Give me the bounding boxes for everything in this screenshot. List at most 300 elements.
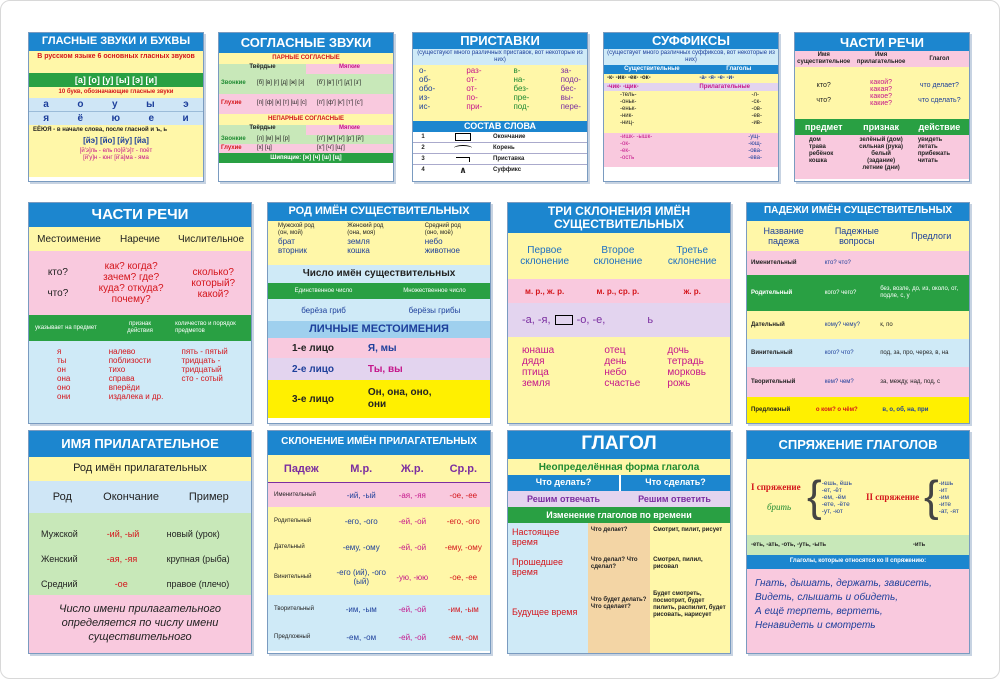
prefix: по- [466, 92, 478, 102]
suffix: -ева- [748, 155, 762, 162]
hissing-row: Шипящие: [ж] [ч] [ш] [щ] [219, 153, 393, 164]
suffix: -ск- [751, 99, 762, 106]
question: что? [816, 97, 831, 104]
pronoun-person-2-values: Ты, вы [367, 363, 403, 375]
adjective-title: ИМЯ ПРИЛАГАТЕЛЬНОЕ [29, 431, 251, 457]
pos-ex1 [795, 137, 852, 179]
decl-ex3 [663, 345, 730, 424]
case-prepositions: без, возле, до, из, около, от, подле, с, у [880, 286, 959, 299]
adj-decl-case: Дательный [274, 543, 305, 550]
example: справа [108, 374, 135, 383]
decl-g2: м. р., ср. р. [596, 286, 640, 296]
singular-label: Единственное число [294, 287, 353, 294]
letter: э [183, 98, 189, 110]
verb-title: ГЛАГОЛ [508, 431, 730, 459]
adj-ending: -ое [114, 578, 128, 589]
adj-decl-m: -ему, -ому [342, 542, 380, 552]
question: который? [191, 277, 236, 289]
ending: -ит [938, 486, 948, 494]
pos-big-e3 [176, 347, 251, 424]
prefixes-subtitle: (существуют много различных приставок, вот некоторые из них) [413, 49, 587, 65]
example: я [57, 347, 62, 356]
voiceless-hard: [п] [ф] [к] [т] [ш] [с] [257, 100, 307, 107]
cases-h2: Падежные вопросы [834, 226, 879, 246]
declension-title: ТРИ СКЛОНЕНИЯ ИМЁН СУЩЕСТВИТЕЛЬНЫХ [508, 203, 730, 233]
prefix: об- [419, 74, 431, 84]
case-name: Родительный [751, 289, 793, 296]
prefix-col-1 [419, 66, 435, 120]
structure-num: 3 [421, 155, 425, 162]
case-row [747, 311, 969, 339]
suffix: -ющ- [748, 141, 762, 148]
cases-card [746, 202, 970, 424]
verb-t2q: Что делал? Что сделал? [590, 557, 638, 570]
case-name: Предложный [751, 406, 791, 413]
example: счастье [604, 378, 641, 389]
adj-decl-n: -его, -ого [446, 516, 480, 526]
case-name: Винительный [751, 349, 793, 356]
example: она [57, 374, 71, 383]
verb-card [507, 430, 731, 654]
adj-gender: Мужской [41, 528, 78, 539]
verb-t1: Настоящее время [512, 527, 560, 547]
adj-suffix-head: Прилагательные [699, 83, 750, 90]
suffix: -оньк- [620, 99, 637, 106]
adj-decl-h2: Ж.р. [400, 462, 424, 475]
adj-decl-title: СКЛОНЕНИЕ ИМЁН ПРИЛАГАТЕЛЬНЫХ [268, 431, 490, 455]
adj-decl-f: -ей, -ой [398, 632, 427, 642]
pronoun-person-3-values: Он, она, оно, они [367, 387, 432, 410]
soft-label: Мягкие [306, 64, 393, 74]
brace-icon: { [924, 472, 939, 521]
conj-exceptions-title: Глаголы, которые относятся ко II спряжению: [747, 555, 969, 569]
adj-decl-f: -ей, -ой [398, 604, 427, 614]
prefix: от- [466, 74, 477, 84]
pos-q2 [852, 79, 909, 107]
verb-t3q: Что будет делать? Что сделает? [590, 597, 647, 610]
verb-ex2: Решим ответить [638, 494, 711, 504]
letter: е [148, 112, 155, 124]
prefix-col-4 [561, 66, 581, 120]
cases-h3: Предлоги [911, 231, 952, 241]
adj-example: правое (плечо) [166, 578, 230, 589]
vowels-letters-note: 10 букв, обозначающие гласные звуки [29, 87, 203, 98]
structure-num: 4 [421, 167, 425, 174]
pos-ex3 [910, 137, 969, 179]
case-question: кому? чему? [824, 321, 860, 328]
pos-ex2 [852, 137, 909, 179]
example: сильная (рука) [859, 143, 904, 150]
pos-label: признак [863, 122, 900, 132]
case-question: кого? чего? [824, 289, 857, 296]
structure-num: 1 [421, 133, 425, 140]
question: сколько? [192, 266, 234, 278]
vowels-examples: [й'э]ль - ель по[й'э]т - поёт [79, 147, 153, 154]
consonants-title: СОГЛАСНЫЕ ЗВУКИ [219, 33, 393, 53]
structure-name: Приставка [493, 155, 525, 162]
structure-name: Корень [493, 144, 515, 151]
question: какое? [870, 93, 893, 100]
suffix-icon: ∧ [459, 165, 467, 176]
example: тетрадь [667, 356, 704, 367]
gender-label: Женский род [347, 223, 384, 229]
prefix: в- [513, 65, 521, 75]
example: дом [809, 137, 821, 143]
conj-1-word: брить [767, 502, 792, 512]
example: ребёнок [809, 150, 834, 157]
noun-suffix-row: -к- -ик- -ек- -ок- [607, 74, 651, 81]
structure-row-3 [413, 154, 587, 165]
ending-box-icon [555, 315, 573, 325]
conj-2-label: II спряжение [866, 492, 920, 502]
conj-card [746, 430, 970, 654]
example: птица [522, 367, 549, 378]
ending: -ут, -ют [821, 507, 843, 515]
ending: -ишь [938, 479, 954, 487]
gender-example: брат [278, 236, 295, 246]
verb-t2: Прошедшее время [512, 557, 563, 577]
suffix: -ова- [748, 148, 762, 155]
decl-ex2 [592, 345, 663, 424]
example: тридцатый [181, 365, 222, 374]
prefix: о- [419, 65, 427, 75]
decl-end1: -а, -я, [522, 314, 551, 326]
prefix: пре- [513, 92, 530, 102]
ending: -ешь, ёшь [821, 479, 852, 487]
letter: о [77, 98, 84, 110]
gender-label: Мужской род [278, 223, 315, 229]
verb-suffix-row: -а- -я- -е- -и- [699, 74, 735, 81]
suffix: -ник- [620, 113, 634, 120]
adj-decl-case: Творительный [274, 605, 314, 612]
case-question: кого? что? [824, 349, 854, 356]
conj-title: СПРЯЖЕНИЕ ГЛАГОЛОВ [747, 431, 969, 459]
suffix: -ишк- -ышк- [620, 134, 653, 141]
adj-decl-f: -ая, -яя [398, 490, 426, 500]
decl-end3: ь [647, 314, 654, 326]
prefix: бес- [560, 83, 577, 93]
pos-small-card [794, 32, 970, 182]
structure-name: Окончание [493, 133, 526, 140]
adj-ending: -ая, -яя [106, 553, 138, 564]
case-prepositions: за, между, над, под, с [880, 378, 941, 385]
suffix: -ов- [751, 106, 762, 113]
unpaired-hard-label: Твёрдые [219, 125, 306, 135]
pos-big-card [28, 202, 252, 424]
prefix: при- [466, 101, 483, 111]
pronoun-person-1-values: Я, мы [367, 342, 397, 354]
adj-decl-m: -им, -ым [345, 604, 377, 614]
case-row [747, 339, 969, 367]
gender-example: животное [424, 245, 460, 255]
decl-g1: м. р., ж. р. [525, 286, 565, 296]
decl-h1: Первое склонение [520, 245, 569, 267]
example: тихо [108, 365, 126, 374]
pos-label: действие [918, 122, 961, 132]
adj-decl-case: Предложный [274, 633, 311, 640]
adj-decl-n: -им, -ым [447, 604, 479, 614]
adj-example: новый (урок) [166, 528, 220, 539]
cases-h1: Название падежа [763, 226, 804, 246]
consonants-card [218, 32, 394, 182]
example: оно [57, 383, 71, 392]
verb-t2x: Смотрел, пилил, рисовал [653, 557, 703, 570]
question: что сделать? [918, 97, 961, 104]
verb-t1q: Что делает? [590, 527, 628, 533]
unpaired-title: НЕПАРНЫЕ СОГЛАСНЫЕ [219, 114, 393, 125]
exception-line: Ненавидеть и смотреть [755, 620, 876, 631]
decl-h2: Второе склонение [593, 245, 643, 267]
adj-decl-m: -его, -ого [344, 516, 378, 526]
exception-line: А ещё терпеть, вертеть, [755, 606, 883, 617]
adj-decl-row [268, 559, 490, 595]
adj-decl-n: -ое, -ее [449, 490, 478, 500]
suffixes-subtitle: (существует много различных суффиксов, вот некоторые из них) [604, 49, 778, 65]
voiceless-unpaired: [х] [ц] [257, 144, 272, 151]
gender-pron: (он, мой) [278, 229, 303, 236]
adj-decl-case: Именительный [274, 491, 316, 498]
adj-ending: -ий, -ый [106, 528, 140, 539]
verb-q1: Что делать? [508, 475, 619, 491]
number-title: Число имён существительных [268, 265, 490, 283]
gender-pron: (она, моя) [347, 229, 376, 236]
structure-row-4 [413, 165, 587, 176]
adj-decl-n: -ое, -ее [449, 572, 478, 582]
prefix: под- [513, 101, 530, 111]
prefixes-card [412, 32, 588, 182]
gender-pron: (оно, моё) [424, 229, 453, 236]
letter: а [43, 98, 49, 110]
pos-h3: Глагол [929, 55, 950, 62]
example: небо [604, 367, 627, 378]
gender-title: РОД ИМЁН СУЩЕСТВИТЕЛЬНЫХ [268, 203, 490, 221]
ending: -ат, -ят [938, 507, 959, 515]
example: налево [108, 347, 136, 356]
suffixes-title: СУФФИКСЫ [604, 33, 778, 49]
exception-line: Видеть, слышать и обидеть, [755, 592, 899, 603]
pos-big-h3: Числительное [177, 233, 245, 245]
adj-decl-row [268, 535, 490, 559]
adj-gender: Средний [41, 578, 78, 589]
vowels-title: ГЛАСНЫЕ ЗВУКИ И БУКВЫ [29, 33, 203, 51]
adjective-card [28, 430, 252, 654]
adj-decl-h1: М.р. [350, 462, 373, 475]
adjective-rule: Число имени прилагательного определяется по числу имени существительного [29, 595, 251, 653]
declension-card [507, 202, 731, 424]
prefix: ис- [419, 101, 431, 111]
pos-h2: Имя прилагательное [856, 52, 906, 65]
pos-big-d1: указывает на предмет [35, 324, 97, 331]
adj-gender: Женский [41, 553, 78, 564]
vowels-sounds: [а] [о] [у] [ы] [э] [и] [29, 73, 203, 87]
ending-icon [433, 133, 493, 141]
pronouns-title: ЛИЧНЫЕ МЕСТОИМЕНИЯ [268, 321, 490, 338]
example: белый [871, 150, 891, 157]
case-prepositions: в, о, об, на, при [882, 406, 929, 413]
adjective-subtitle: Род имён прилагательных [29, 457, 251, 481]
adj-decl-row [268, 623, 490, 651]
suffix-col-b [751, 92, 762, 132]
suffix: -ниц- [620, 120, 635, 127]
verb-ex1: Решим отвечать [526, 494, 601, 504]
prefix: на- [513, 74, 525, 84]
example: морковь [667, 367, 706, 378]
prefix: без- [513, 83, 529, 93]
decl-ex1 [508, 345, 592, 424]
voiceless-soft: [п'] [ф'] [к'] [т'] [с'] [317, 100, 363, 107]
unpaired-soft-label: Мягкие [306, 125, 393, 135]
example: дядя [522, 356, 545, 367]
question: что? [47, 288, 69, 299]
adj-decl-case: Винительный [274, 573, 312, 580]
structure-row-2 [413, 143, 587, 154]
vowels-intro: В русском языке 6 основных гласных звуков [29, 51, 203, 73]
vowels-card [28, 32, 204, 182]
vowels-iotated-sounds: [йэ] [йо] [йу] [йа] [83, 135, 149, 145]
prefix: за- [560, 65, 572, 75]
structure-title: СОСТАВ СЛОВА [413, 121, 587, 132]
prefix-col-3 [513, 66, 529, 120]
case-prepositions: под, за, про, через, в, на [880, 349, 949, 356]
decl-h3: Третье склонение [667, 245, 717, 267]
adj-decl-n: -ем, -ом [448, 632, 479, 642]
pos-big-q3 [176, 267, 251, 300]
brace-icon: { [807, 472, 822, 521]
cases-title: ПАДЕЖИ ИМЁН СУЩЕСТВИТЕЛЬНЫХ [747, 203, 969, 221]
adj-h1: Род [52, 491, 72, 503]
verb-suffix-head: Глаголы [726, 65, 752, 72]
suffix-col-c [620, 134, 652, 166]
gender-example: небо [424, 236, 443, 246]
prefix: от- [466, 83, 477, 93]
adj-decl-card [267, 430, 491, 654]
conj-exceptions [747, 569, 969, 653]
pos-big-e2 [87, 347, 176, 424]
voiced-soft: [б'] [в'] [г'] [д'] [з'] [317, 80, 362, 87]
pos-big-q2 [87, 261, 176, 305]
case-row [747, 275, 969, 311]
gender-masc [268, 223, 341, 265]
pos-small-title: ЧАСТИ РЕЧИ [795, 33, 969, 51]
prefix: подо- [560, 74, 581, 84]
pos-label: предмет [804, 122, 843, 132]
conj-2-endings [939, 480, 959, 515]
pos-big-title: ЧАСТИ РЕЧИ [29, 203, 251, 227]
voiced-hard: [б] [в] [г] [д] [ж] [з] [257, 80, 305, 87]
ending: -ем, -ём [821, 493, 846, 501]
example: ты [57, 356, 67, 365]
question: что делает? [919, 82, 959, 89]
voiced-unpaired: [л] [м] [н] [р] [257, 135, 290, 142]
adj-decl-row [268, 595, 490, 623]
question: как? когда? [104, 261, 158, 272]
example: поблизости [108, 356, 152, 365]
pronoun-person-2: 2-е лицо [292, 363, 334, 375]
pos-big-h2: Наречие [120, 233, 160, 245]
suffix: -ущ- [748, 134, 761, 141]
example: трава [809, 143, 826, 150]
verb-tense-title: Изменение глаголов по времени [508, 507, 730, 523]
gender-example: вторник [278, 245, 307, 255]
paired-title: ПАРНЫЕ СОГЛАСНЫЕ [219, 53, 393, 64]
example: сто - сотый [181, 374, 223, 383]
question: кто? [816, 82, 831, 89]
suffix: -еньк- [620, 106, 637, 113]
suffix: -ек- [620, 148, 630, 155]
example: пять - пятый [181, 347, 228, 356]
ending: -ете, -ёте [821, 500, 850, 508]
suffix-col-d [748, 134, 762, 166]
pos-big-h1: Местоимение [37, 233, 101, 245]
example: летать [917, 143, 938, 150]
exception-line: Гнать, дышать, держать, зависеть, [755, 578, 932, 589]
letter: и [182, 112, 189, 124]
adj-row [29, 546, 251, 571]
suffix: -л- [751, 92, 759, 99]
structure-num: 2 [421, 144, 425, 151]
verb-t3: Будущее время [512, 607, 578, 617]
conj-1-label: I спряжение [751, 482, 801, 492]
example: день [604, 356, 627, 367]
suffixes-card [603, 32, 779, 182]
adj-decl-h0: Падеж [283, 462, 319, 475]
question: кто? [47, 267, 68, 278]
structure-name: Суффикс [493, 167, 522, 174]
pos-big-d3: количество и порядок предметов [175, 321, 236, 334]
adj-decl-h3: Ср.р. [449, 462, 478, 475]
gender-fem [341, 223, 416, 265]
adj-decl-n: -ему, -ому [444, 542, 482, 552]
question: какой? [197, 288, 229, 300]
example: юнаша [522, 345, 555, 356]
verb-t3x: Будет смотреть, посмотрит, будет пилить, распилит, будет рисовать, нарисует [653, 591, 726, 618]
vowels-letters-row1 [29, 98, 203, 111]
example: летние (дни) [862, 164, 900, 171]
noun-suffix-head: Существительные [624, 65, 680, 72]
question: зачем? где? [103, 272, 160, 283]
adj-decl-m: -его (ий), -ого (ый) [336, 568, 386, 586]
example: кошка [809, 157, 827, 164]
example: он [57, 365, 66, 374]
pos-big-e1 [29, 347, 87, 424]
voiceless-label: Глухие [221, 100, 242, 107]
question: куда? откуда? [98, 283, 164, 294]
ending: -им [938, 493, 949, 501]
adj-decl-row [268, 507, 490, 535]
example: рожь [667, 378, 691, 389]
case-name: Дательный [751, 321, 785, 328]
case-question: кто? что? [824, 259, 851, 266]
adj-decl-case: Родительный [274, 517, 312, 524]
example: издалека и др. [108, 392, 164, 401]
suffix: -ев- [751, 113, 762, 120]
adj-decl-m: -ий, -ый [346, 490, 376, 500]
prefix-icon [433, 157, 493, 162]
structure-row-1 [413, 132, 587, 143]
prefix-col-2 [466, 66, 482, 120]
vowels-letters-row2 [29, 111, 203, 125]
example: дочь [667, 345, 689, 356]
letter: ю [111, 112, 121, 124]
example: (задание) [867, 157, 896, 164]
question: какой? [870, 79, 893, 86]
gender-card [267, 202, 491, 424]
ending: -ет, -ёт [821, 486, 842, 494]
example: отец [604, 345, 626, 356]
suffix: -ок- [620, 141, 630, 148]
suffix-col-a [620, 92, 636, 132]
example: прибежать [917, 150, 951, 157]
